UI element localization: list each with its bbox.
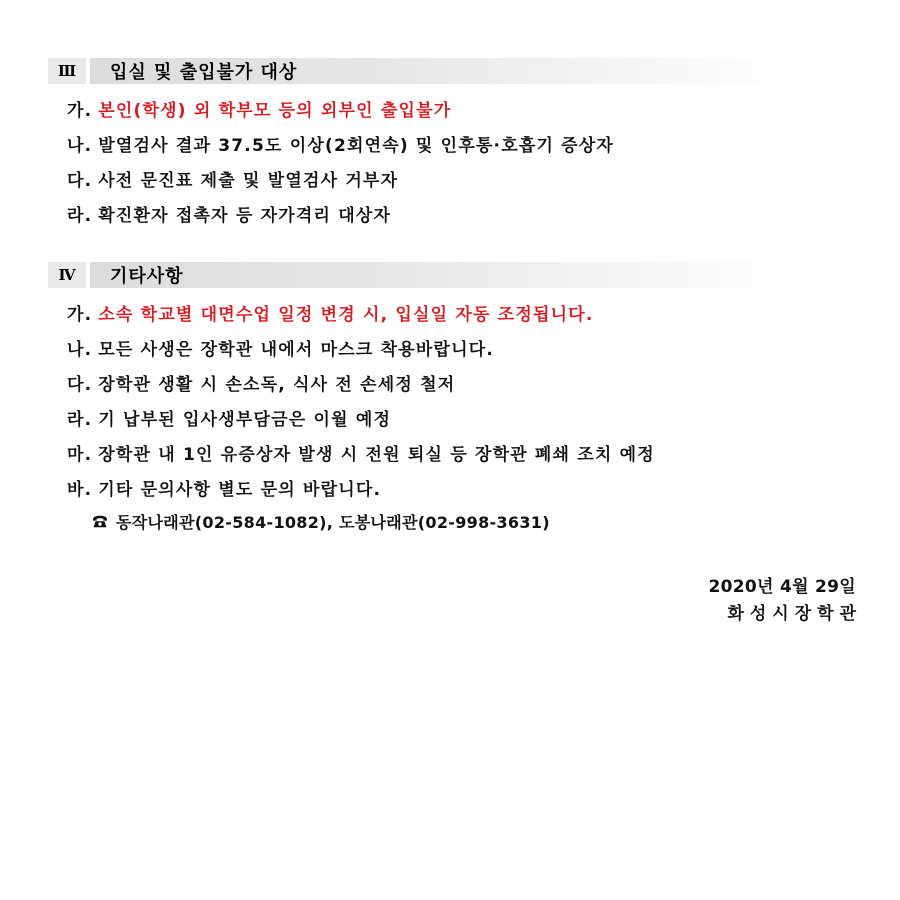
list-item — [48, 365, 848, 400]
item-text: 장학관 내 1인 유증상자 발생 시 전원 퇴실 등 장학관 폐쇄 조치 예정 — [98, 445, 655, 465]
item-text: 사전 문진표 제출 및 발열검사 거부자 — [98, 171, 399, 191]
item-marker: 바. — [67, 480, 93, 500]
item-text: 발열검사 결과 37.5도 이상(2회연속) 및 인후통·호흡기 증상자 — [98, 136, 615, 156]
item-marker: 라. — [67, 206, 93, 226]
list-item — [48, 435, 848, 470]
item-marker: 나. — [67, 136, 93, 156]
contact-line — [48, 505, 848, 537]
list-item — [48, 295, 848, 330]
section-title-bar — [90, 58, 790, 84]
list-item — [48, 126, 848, 161]
contact-text: 동작나래관(02-584-1082), 도봉나래관(02-998-3631) — [116, 512, 550, 532]
list-item — [48, 330, 848, 365]
item-text: 모든 사생은 장학관 내에서 마스크 착용바랍니다. — [98, 340, 494, 360]
list-item — [48, 470, 848, 505]
signature-date: 2020년 4월 29일 — [708, 577, 856, 597]
list-item — [48, 400, 848, 435]
item-text: 장학관 생활 시 손소독, 식사 전 손세정 철저 — [98, 375, 456, 395]
item-marker: 가. — [67, 101, 93, 121]
notes-list — [48, 295, 848, 505]
section-number: Ⅳ — [48, 262, 86, 288]
item-marker: 나. — [67, 340, 93, 360]
section-title: 기타사항 — [110, 266, 184, 287]
item-marker: 다. — [67, 375, 93, 395]
list-item — [48, 161, 848, 196]
item-text-highlight: 본인(학생) 외 학부모 등의 외부인 출입불가 — [98, 101, 452, 121]
item-marker: 마. — [67, 445, 93, 465]
section-header — [48, 262, 848, 288]
item-text: 확진환자 접촉자 등 자가격리 대상자 — [98, 206, 392, 226]
section-number: Ⅲ — [48, 58, 86, 84]
signature-block — [708, 574, 862, 628]
signature-organization: 화성시장학관 — [727, 604, 862, 624]
restriction-list — [48, 91, 848, 231]
phone-icon — [92, 515, 108, 528]
item-marker: 가. — [67, 305, 93, 325]
item-text: 기 납부된 입사생부담금은 이월 예정 — [98, 410, 392, 430]
section-entry-restrictions — [48, 58, 848, 231]
list-item — [48, 196, 848, 231]
section-other-notes — [48, 262, 848, 537]
item-text: 기타 문의사항 별도 문의 바랍니다. — [98, 480, 382, 500]
section-title: 입실 및 출입불가 대상 — [110, 62, 298, 83]
item-text-highlight: 소속 학교별 대면수업 일정 변경 시, 입실일 자동 조정됩니다. — [98, 305, 594, 325]
section-header — [48, 58, 848, 84]
section-title-bar — [90, 262, 790, 288]
item-marker: 라. — [67, 410, 93, 430]
list-item — [48, 91, 848, 126]
item-marker: 다. — [67, 171, 93, 191]
